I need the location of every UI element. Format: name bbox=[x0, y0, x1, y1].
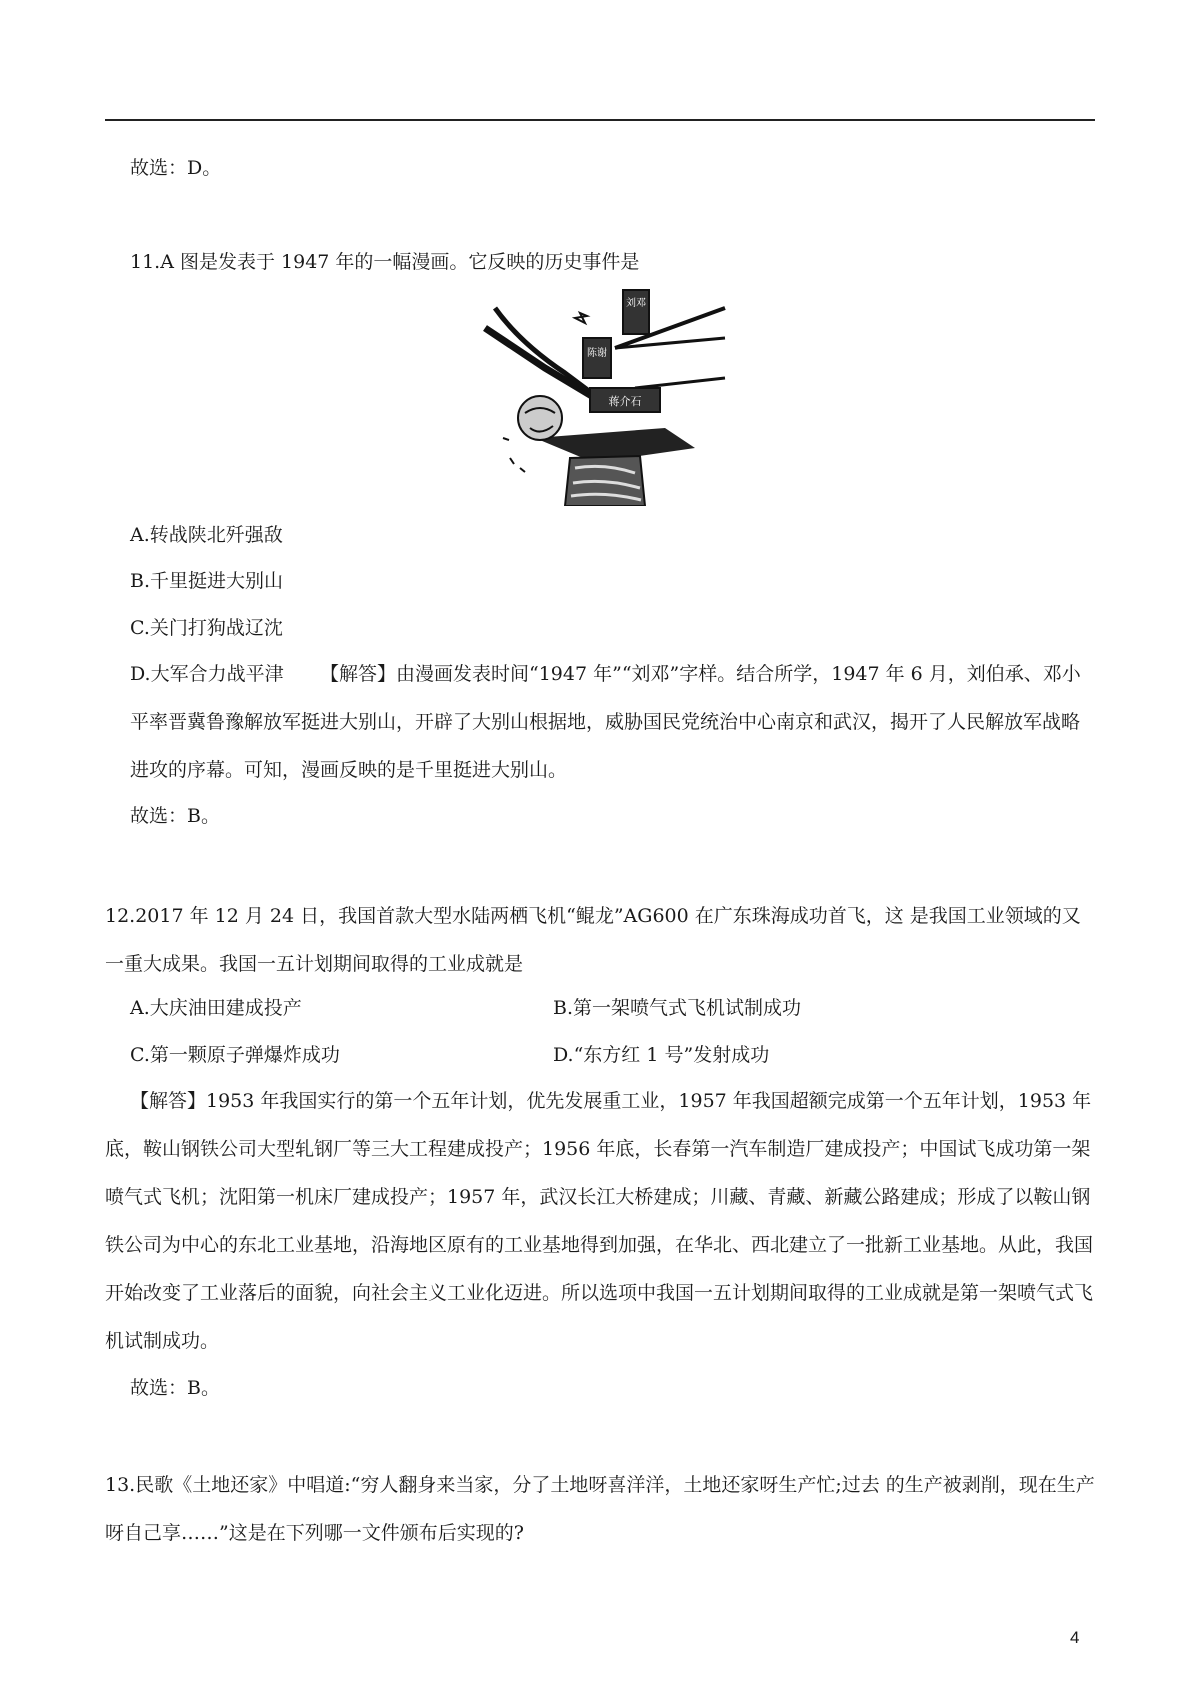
cartoon-label-chenxie: 陈谢 bbox=[587, 348, 607, 359]
cartoon-image bbox=[475, 288, 730, 506]
q10-answer: 故选：D。 bbox=[130, 157, 222, 179]
q11-analysis: 【解答】由漫画发表时间“1947 年”“刘邓”字样。结合所学，1947 年 6 月，刘伯承、邓小平率晋冀鲁豫解放军挺进大别山，开辟了大别山根据地，威胁国民党统治中心南京和武汉，揭开了人民解放军战略进攻的序幕。可知，漫画反映的是千里挺进大别山。 bbox=[130, 663, 1081, 781]
q11-option-a: A.转战陕北歼强敌 bbox=[130, 524, 283, 546]
q12-option-c: C.第一颗原子弹爆炸成功 bbox=[130, 1044, 340, 1066]
cartoon-label-liudeng: 刘邓 bbox=[626, 298, 646, 309]
q12-stem: 12.2017 年 12 月 24 日，我国首款大型水陆两栖飞机“鲲龙”AG600 在广东珠海成功首飞，这 是我国工业领域的又一重大成果。我国一五计划期间取得的工业成就是 bbox=[105, 905, 1081, 975]
q12-option-b: B.第一架喷气式飞机试制成功 bbox=[553, 997, 802, 1019]
header-rule bbox=[105, 119, 1095, 121]
q12-option-a: A.大庆油田建成投产 bbox=[130, 997, 302, 1019]
q13-stem: 13.民歌《土地还家》中唱道:“穷人翻身来当家，分了土地呀喜洋洋，土地还家呀生产忙;过去 的生产被剥削，现在生产呀自己享……”这是在下列哪一文件颁布后实现的? bbox=[105, 1474, 1095, 1544]
cartoon-label-jiangjieshi: 蒋介石 bbox=[608, 395, 642, 408]
q11-option-d: D.大军合力战平津 bbox=[130, 663, 284, 685]
q12-answer: 故选：B。 bbox=[130, 1377, 220, 1399]
q11-option-b: B.千里挺进大别山 bbox=[130, 570, 284, 592]
q11-stem: 11.A 图是发表于 1947 年的一幅漫画。它反映的历史事件是 bbox=[130, 251, 640, 273]
page-number: 4 bbox=[1070, 1628, 1080, 1647]
q12-analysis: 【解答】1953 年我国实行的第一个五年计划，优先发展重工业，1957 年我国超额完成第一个五年计划，1953 年底，鞍山钢铁公司大型轧钢厂等三大工程建成投产；1956 年底，长春第一汽车制造厂建成投产；中国试飞成功第一架喷气式飞机；沈阳第一机床厂建成投产；1957 年，武汉长江大桥建成；川藏、青藏、新藏公路建成；形成了以鞍山钢铁公司为中心的东北工业基地，沿海地区原有的工业基地得到加强，在华北、西北建立了一批新工业基地。从此，我国开始改变了工业落后的面貌，向社会主义工业化迈进。所以选项中我国一五计划期间取得的工业成就是第一架喷气式飞机试制成功。 bbox=[105, 1090, 1094, 1352]
q11-answer: 故选：B。 bbox=[130, 805, 220, 827]
q12-option-d: D.“东方红 1 号”发射成功 bbox=[553, 1044, 770, 1066]
q11-option-c: C.关门打狗战辽沈 bbox=[130, 617, 283, 639]
